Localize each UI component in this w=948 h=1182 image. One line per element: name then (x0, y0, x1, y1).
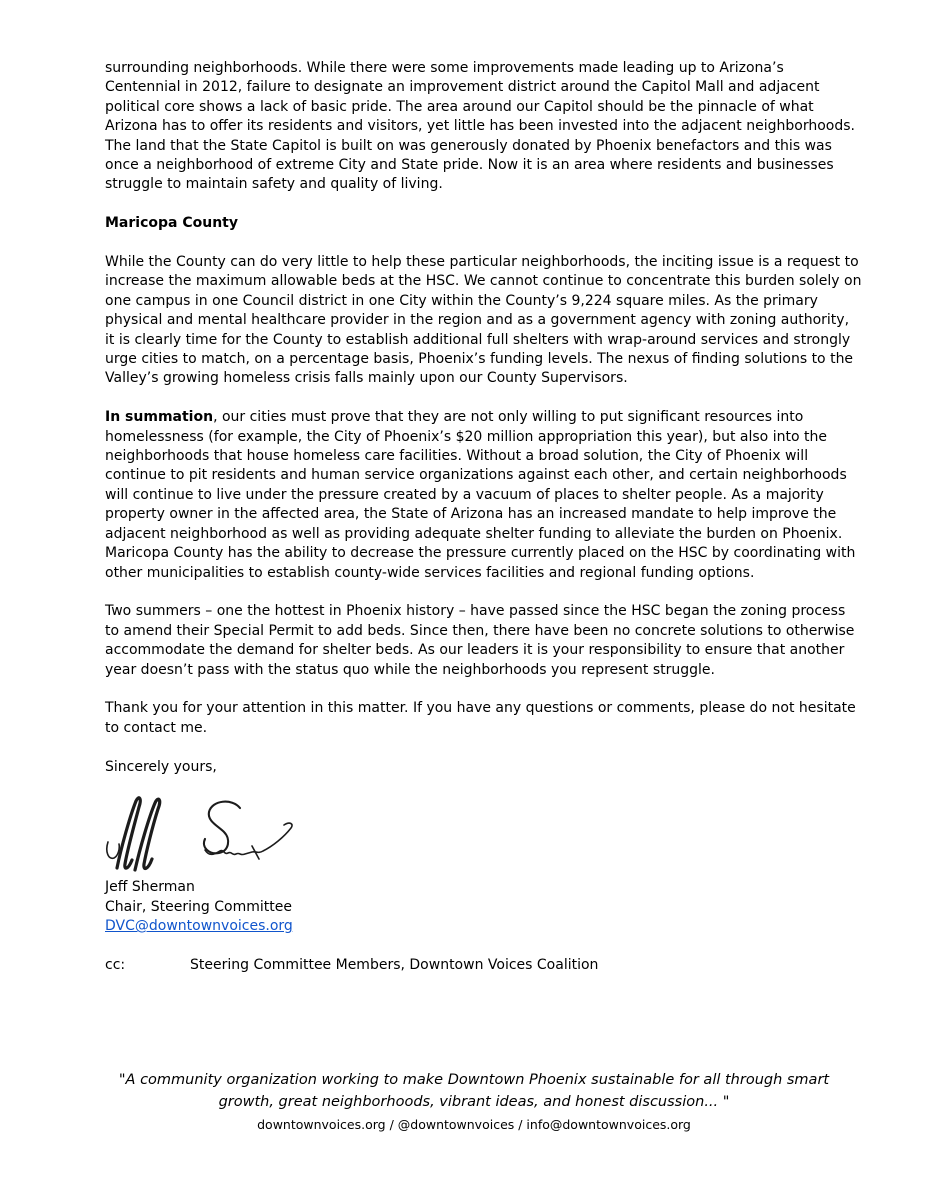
cc-text: Steering Committee Members, Downtown Voices Coalition (190, 956, 599, 973)
footer-contact: downtownvoices.org / @downtownvoices / info@downtownvoices.org (257, 1117, 691, 1132)
paragraph: surrounding neighborhoods. While there were some improvements made leading up to Arizona’s Centennial in 2012, failure to designate an improvement district around the Capitol Mall and adjacent political core shows a lack of basic pride. The area around our Capitol should be the pinnacle of what Arizona has to offer its residents and visitors, yet little has been invested into the adjacent neighborhoods. The land that the State Capitol is built on was generously donated by Phoenix benefactors and this was once a neighborhood of extreme City and State pride. Now it is an area where residents and businesses struggle to maintain safety and quality of living. (105, 60, 855, 193)
signature-image (105, 796, 300, 872)
page-footer (0, 1070, 948, 1133)
cc-line (105, 956, 862, 975)
signer-block (105, 878, 862, 936)
cc-label: cc: (105, 956, 126, 973)
handwritten-signature (105, 796, 862, 872)
signer-title: Chair, Steering Committee (105, 898, 292, 915)
paragraph: In summation, our cities must prove that they are not only willing to put significant resources into homelessness (for example, the City of Phoenix’s $20 million appropriation this year), but also into the neighborhoods that house homeless care facilities. Without a broad solution, the City of Phoenix will continue to pit residents and human service organizations against each other, and certain neighborhoods will continue to live under the pressure created by a vacuum of places to shelter people. As a majority property owner in the affected area, the State of Arizona has an increased mandate to help improve the adjacent neighborhood as well as providing adequate shelter funding to alleviate the burden on Phoenix. Maricopa County has the ability to decrease the pressure currently placed on the HSC by coordinating with other municipalities to establish county-wide services facilities and regional funding options. (105, 409, 856, 581)
paragraph-bold-lead: In summation (105, 409, 214, 426)
closing-line: Sincerely yours, (105, 758, 217, 775)
paragraph: Thank you for your attention in this matter. If you have any questions or comments, please do not hesitate to contact me. (105, 700, 856, 736)
paragraph: Two summers – one the hottest in Phoenix history – have passed since the HSC began the zoning process to amend their Special Permit to add beds. Since then, there have been no concrete solutions to otherwise accommodate the demand for shelter beds. As our leaders it is your responsibility to ensure that another year doesn’t pass with the status quo while the neighborhoods you represent struggle. (105, 603, 855, 678)
footer-quote: "A community organization working to make Downtown Phoenix sustainable for all through smart growth, great neighborhoods, vibrant ideas, and honest discussion... " (118, 1072, 830, 1110)
letter-content (105, 59, 862, 975)
section-heading: Maricopa County (105, 215, 238, 232)
email-link[interactable]: DVC@downtownvoices.org (105, 918, 293, 935)
letter-body (105, 59, 862, 738)
signer-name: Jeff Sherman (105, 879, 195, 896)
paragraph: While the County can do very little to help these particular neighborhoods, the inciting issue is a request to increase the maximum allowable beds at the HSC. We cannot continue to concentrate this burden solely on one campus in one Council district in one City within the County’s 9,224 square miles. As the primary physical and mental healthcare provider in the region and as a government agency with zoning authority, it is clearly time for the County to establish additional full shelters with wrap-around services and strongly urge cities to match, on a percentage basis, Phoenix’s funding levels. The nexus of finding solutions to the Valley’s growing homeless crisis falls mainly upon our County Supervisors. (105, 254, 862, 387)
